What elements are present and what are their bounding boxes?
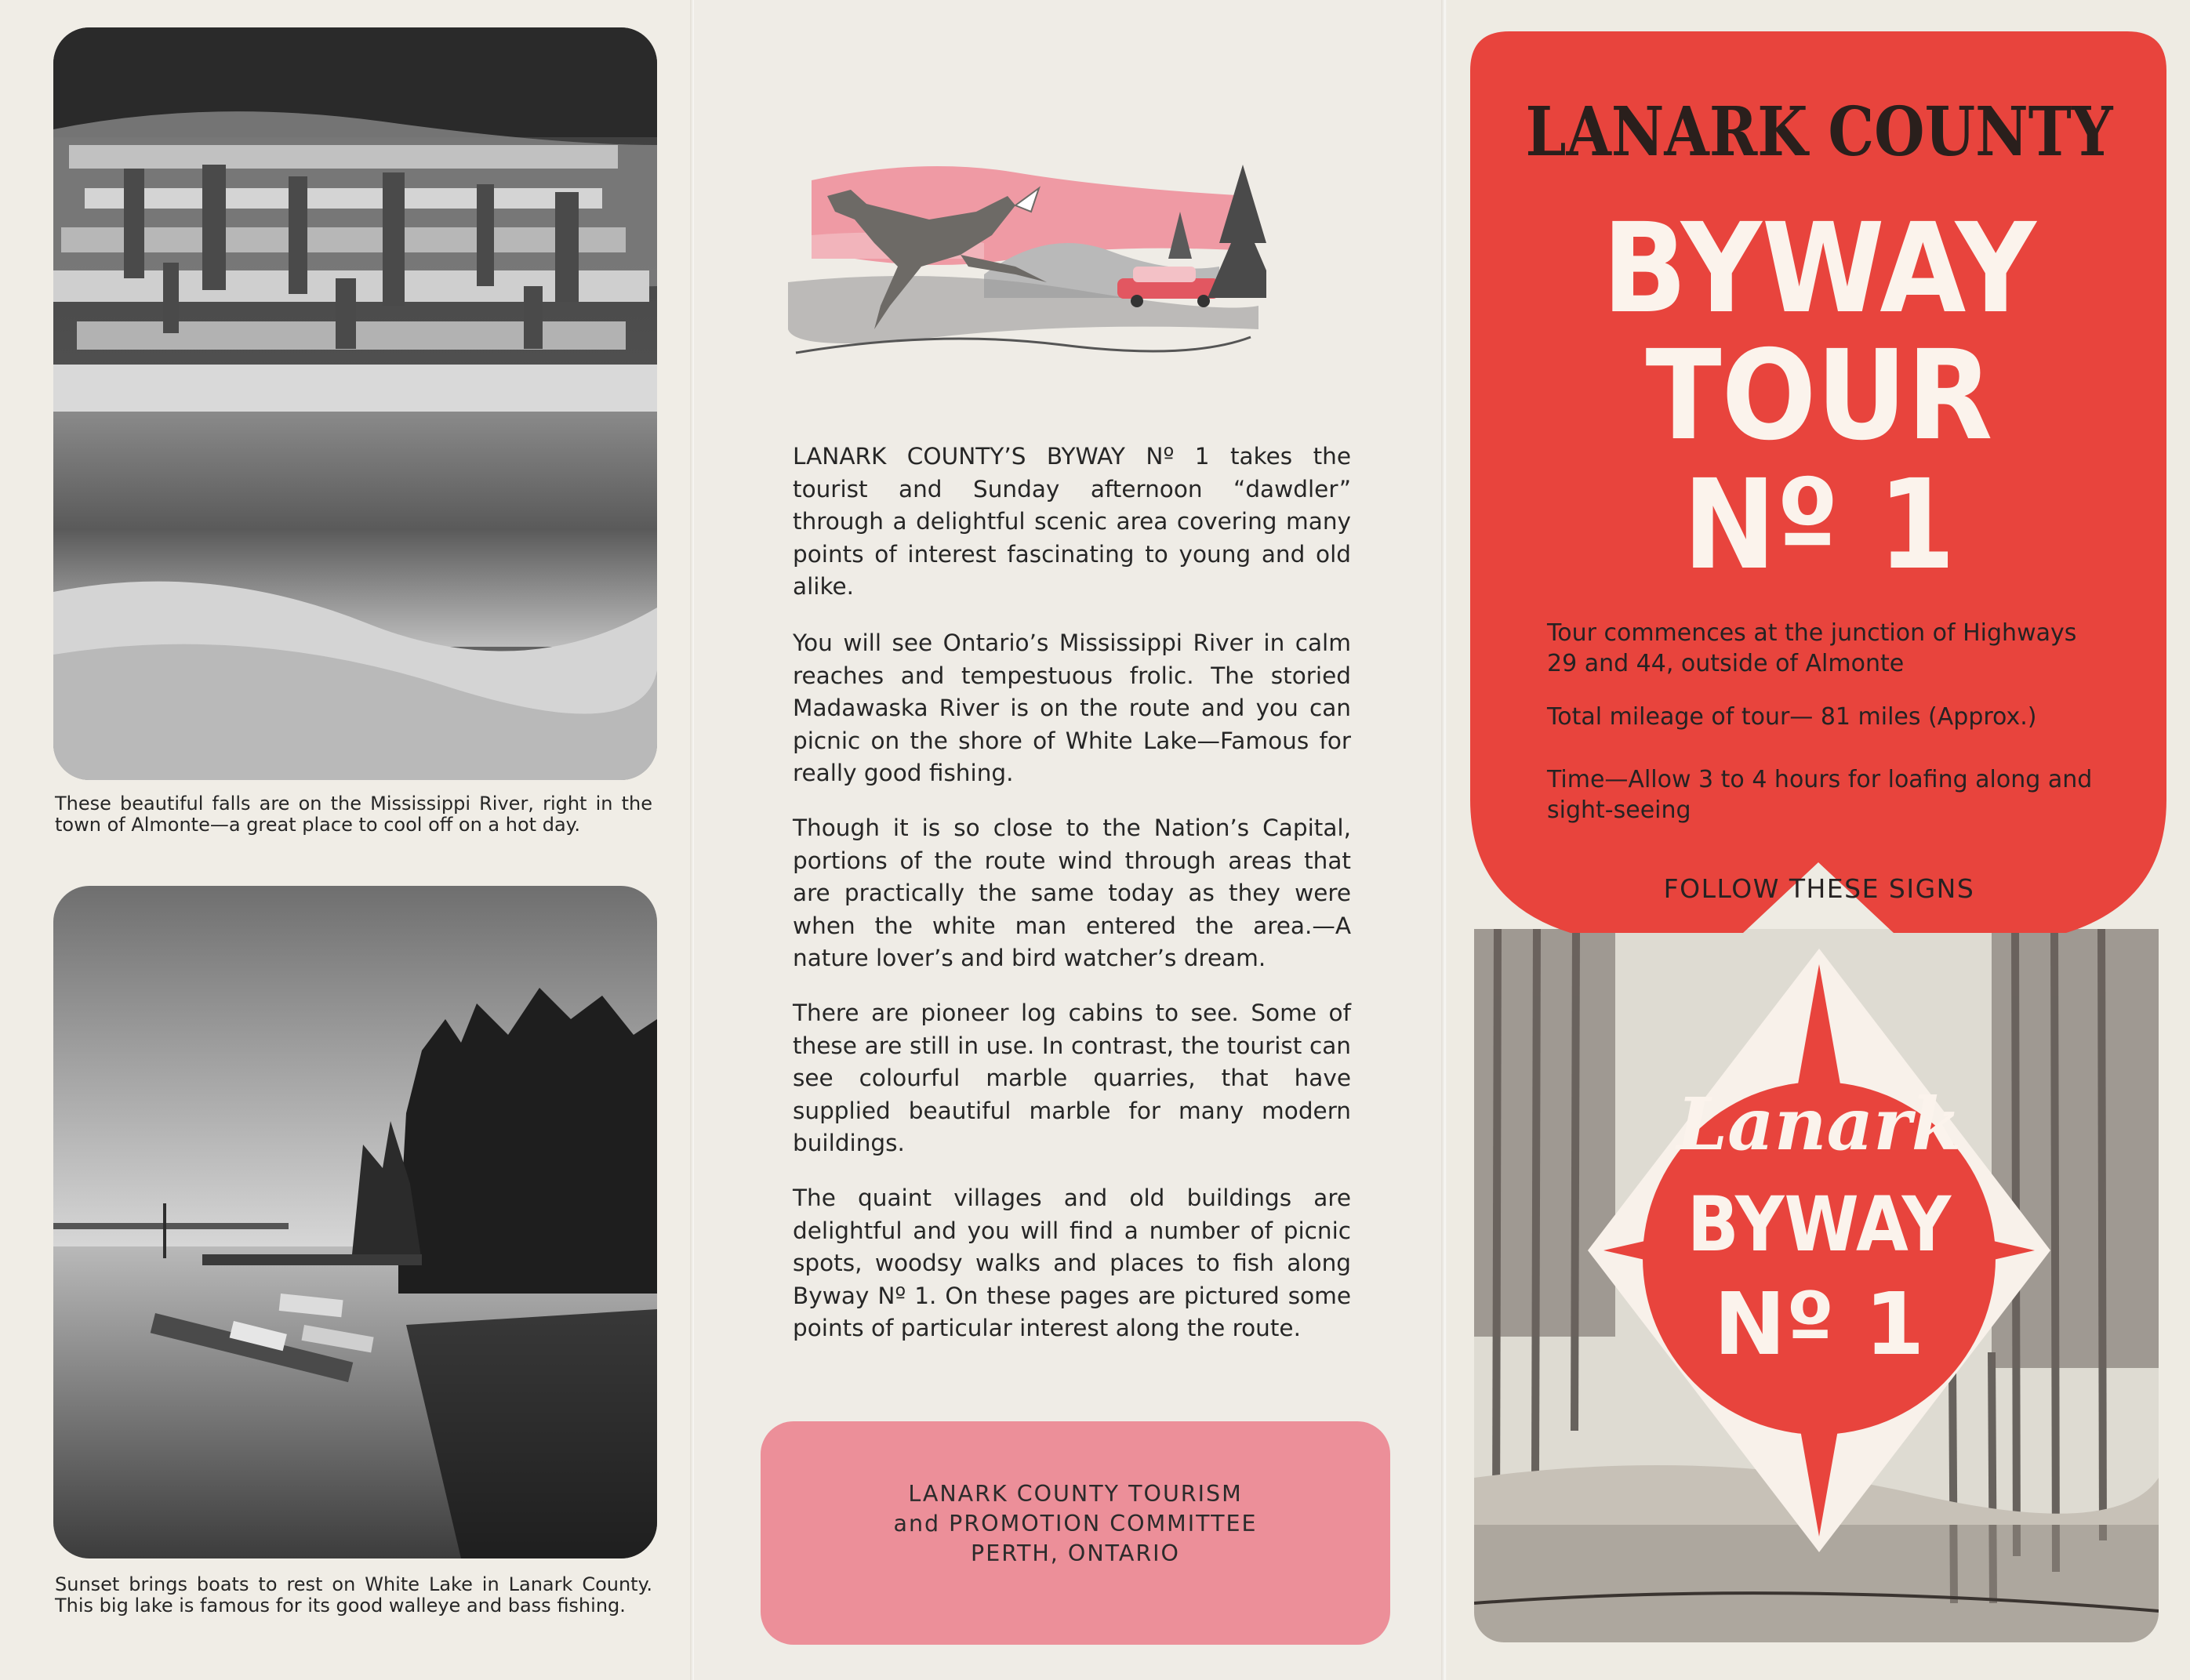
left-panel	[0, 0, 694, 1680]
cover-info-time: Time—Allow 3 to 4 hours for loafing along and sight-seeing	[1547, 766, 2093, 824]
cover-byway-title: BYWAY	[1602, 197, 2036, 341]
committee-box	[761, 1421, 1390, 1645]
middle-panel	[694, 0, 1447, 1680]
intro-paragraph-4: There are pioneer log cabins to see. Some of these are still in use. In contrast, the tourist can see colourful marble quarries, that have supplied beautiful marble for many modern buildings.	[793, 1000, 1351, 1156]
committee-line-3: PERTH, ONTARIO	[971, 1540, 1180, 1566]
cover-number-title: Nº 1	[1683, 453, 1956, 597]
cover-info-start: Tour commences at the junction of Highways 29 and 44, outside of Almonte	[1547, 619, 2077, 677]
intro-paragraph-1: LANARK COUNTY’S BYWAY Nº 1 takes the tourist and Sunday afternoon “dawdler” through a delightful scenic area covering many points of interest fascinating to young and old alike.	[793, 443, 1351, 600]
cover-tour-title: TOUR	[1645, 324, 1993, 468]
cover-panel	[1447, 0, 2190, 1680]
white-lake-caption: Sunset brings boats to rest on White Lake in Lanark County. This big lake is famous for its good walleye and bass fishing.	[55, 1573, 652, 1617]
intro-paragraph-3: Though it is so close to the Nation’s Capital, portions of the route wind through areas that are practically the same today as they were when the white man entered the area.—A nature lover’s and bird watcher’s dream.	[793, 815, 1351, 971]
intro-paragraph-5: The quaint villages and old buildings are delightful and you will find a number of picnic spots, woodsy walks and places to fish along Byway Nº 1. On these pages are pictured some points of particular interest along the route.	[793, 1185, 1351, 1341]
sign-byway-word: BYWAY	[1687, 1181, 1952, 1268]
committee-line-2: and PROMOTION COMMITTEE	[893, 1511, 1258, 1537]
sign-script-lanark: Lanark	[1676, 1082, 1962, 1167]
waterfall-photo	[53, 27, 657, 780]
intro-paragraph-2: You will see Ontario’s Mississippi River in calm reaches and tempestuous frolic. The storied Madawaska River is on the route and you can picnic on the shore of White Lake—Famous for really good fishing.	[793, 630, 1351, 786]
waterfall-caption: These beautiful falls are on the Mississippi River, right in the town of Almonte—a great place to cool off on a hot day.	[55, 793, 652, 836]
cover-county-title: LANARK COUNTY	[1525, 93, 2113, 172]
deer-and-car-illustration	[780, 149, 1266, 361]
sign-number: Nº 1	[1713, 1274, 1925, 1374]
follow-signs-label: FOLLOW THESE SIGNS	[1663, 873, 1975, 904]
white-lake-photo	[53, 886, 657, 1558]
cover-info-mileage: Total mileage of tour— 81 miles (Approx.)	[1547, 703, 2037, 731]
committee-line-1: LANARK COUNTY TOURISM	[908, 1481, 1243, 1507]
